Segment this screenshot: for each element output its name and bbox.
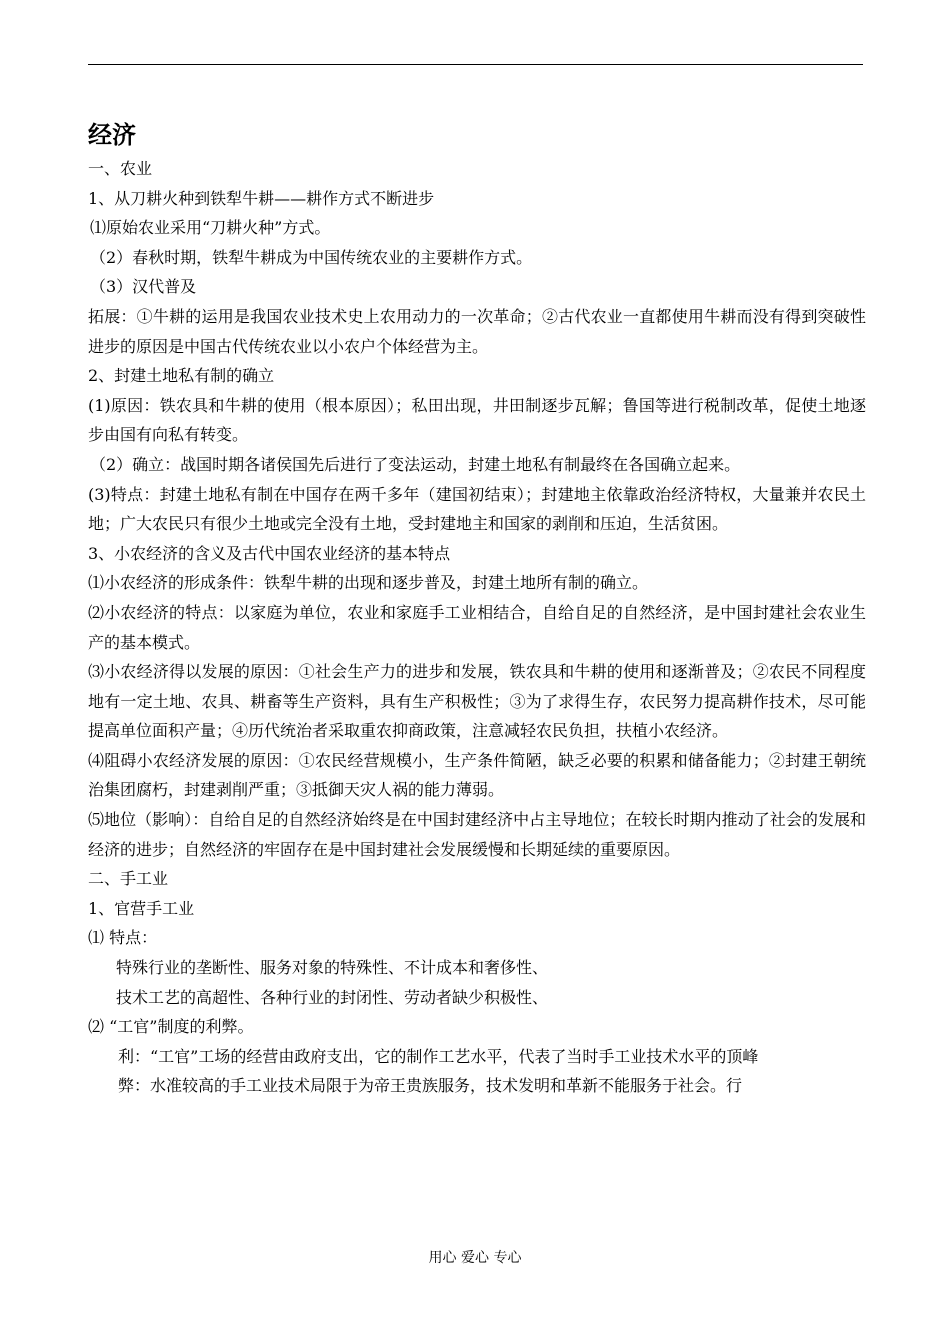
paragraph-list <box>88 154 866 1101</box>
header-rule <box>88 64 863 65</box>
paragraph: ⑴小农经济的形成条件：铁犁牛耕的出现和逐步普及，封建土地所有制的确立。 <box>88 573 649 593</box>
paragraph: （3）汉代普及 <box>90 277 197 297</box>
paragraph: ⑵小农经济的特点：以家庭为单位，农业和家庭手工业相结合，自给自足的自然经济，是中国封建社会农业生产的基本模式。 <box>88 602 866 652</box>
paragraph: ⑴ 特点： <box>88 928 158 948</box>
page-footer: 用心 爱心 专心 <box>428 1250 522 1266</box>
paragraph: (1)原因：铁农具和牛耕的使用（根本原因）；私田出现，井田制逐步瓦解；鲁国等进行税制改革，促使土地逐步由国有向私有转变。 <box>88 395 866 445</box>
paragraph: ⑸地位（影响）：自给自足的自然经济始终是在中国封建经济中占主导地位；在较长时期内推动了社会的发展和经济的进步；自然经济的牢固存在是中国封建社会发展缓慢和长期延续的重要原因。 <box>88 810 866 859</box>
paragraph: ⑶小农经济得以发展的原因：①社会生产力的进步和发展，铁农具和牛耕的使用和逐渐普及；②农民不同程度地有一定土地、农具、耕畜等生产资料，具有生产积极性；③为了求得生存，农民努力提高耕作技术，尽可能提高单位面积产量；④历代统治者采取重农抑商政策，注意减轻农民负担，扶植小农经济。 <box>88 662 866 741</box>
paragraph: 二、手工业 <box>88 869 169 889</box>
paragraph: 1、从刀耕火种到铁犁牛耕——耕作方式不断进步 <box>88 188 435 208</box>
paragraph: (3)特点：封建土地私有制在中国存在两千多年（建国初结束）；封建地主依靠政治经济特权，大量兼并农民土地；广大农民只有很少土地或完全没有土地，受封建地主和国家的剥削和压迫，生活贫困。 <box>88 484 866 534</box>
paragraph: ⑴原始农业采用“刀耕火种”方式。 <box>90 218 331 238</box>
page-title: 经济 <box>88 121 136 149</box>
paragraph: ⑷阻碍小农经济发展的原因：①农民经营规模小，生产条件简陋，缺乏必要的积累和储备能力；②封建王朝统治集团腐朽，封建剥削严重；③抵御天灾人祸的能力薄弱。 <box>88 750 866 800</box>
document-body <box>88 118 866 1101</box>
paragraph: 弊：水准较高的手工业技术局限于为帝王贵族服务，技术发明和革新不能服务于社会。行 <box>118 1076 743 1096</box>
paragraph: 技术工艺的高超性、各种行业的封闭性、劳动者缺少积极性、 <box>116 987 549 1007</box>
paragraph: 利：“工官”工场的经营由政府支出，它的制作工艺水平，代表了当时手工业技术水平的顶峰 <box>118 1046 759 1066</box>
paragraph: 1、官营手工业 <box>88 898 195 918</box>
paragraph: 3、小农经济的含义及古代中国农业经济的基本特点 <box>88 543 451 563</box>
paragraph: 特殊行业的垄断性、服务对象的特殊性、不计成本和奢侈性、 <box>116 958 549 978</box>
paragraph: 拓展：①牛耕的运用是我国农业技术史上农用动力的一次革命；②古代农业一直都使用牛耕而没有得到突破性进步的原因是中国古代传统农业以小农户个体经营为主。 <box>88 306 866 356</box>
paragraph: 2、封建土地私有制的确立 <box>88 366 275 386</box>
paragraph: （2）确立：战国时期各诸侯国先后进行了变法运动，封建土地私有制最终在各国确立起来。 <box>90 454 741 474</box>
paragraph: ⑵ “工官”制度的利弊。 <box>88 1017 254 1037</box>
paragraph: 一、农业 <box>88 159 153 178</box>
paragraph: （2）春秋时期，铁犁牛耕成为中国传统农业的主要耕作方式。 <box>90 247 533 267</box>
